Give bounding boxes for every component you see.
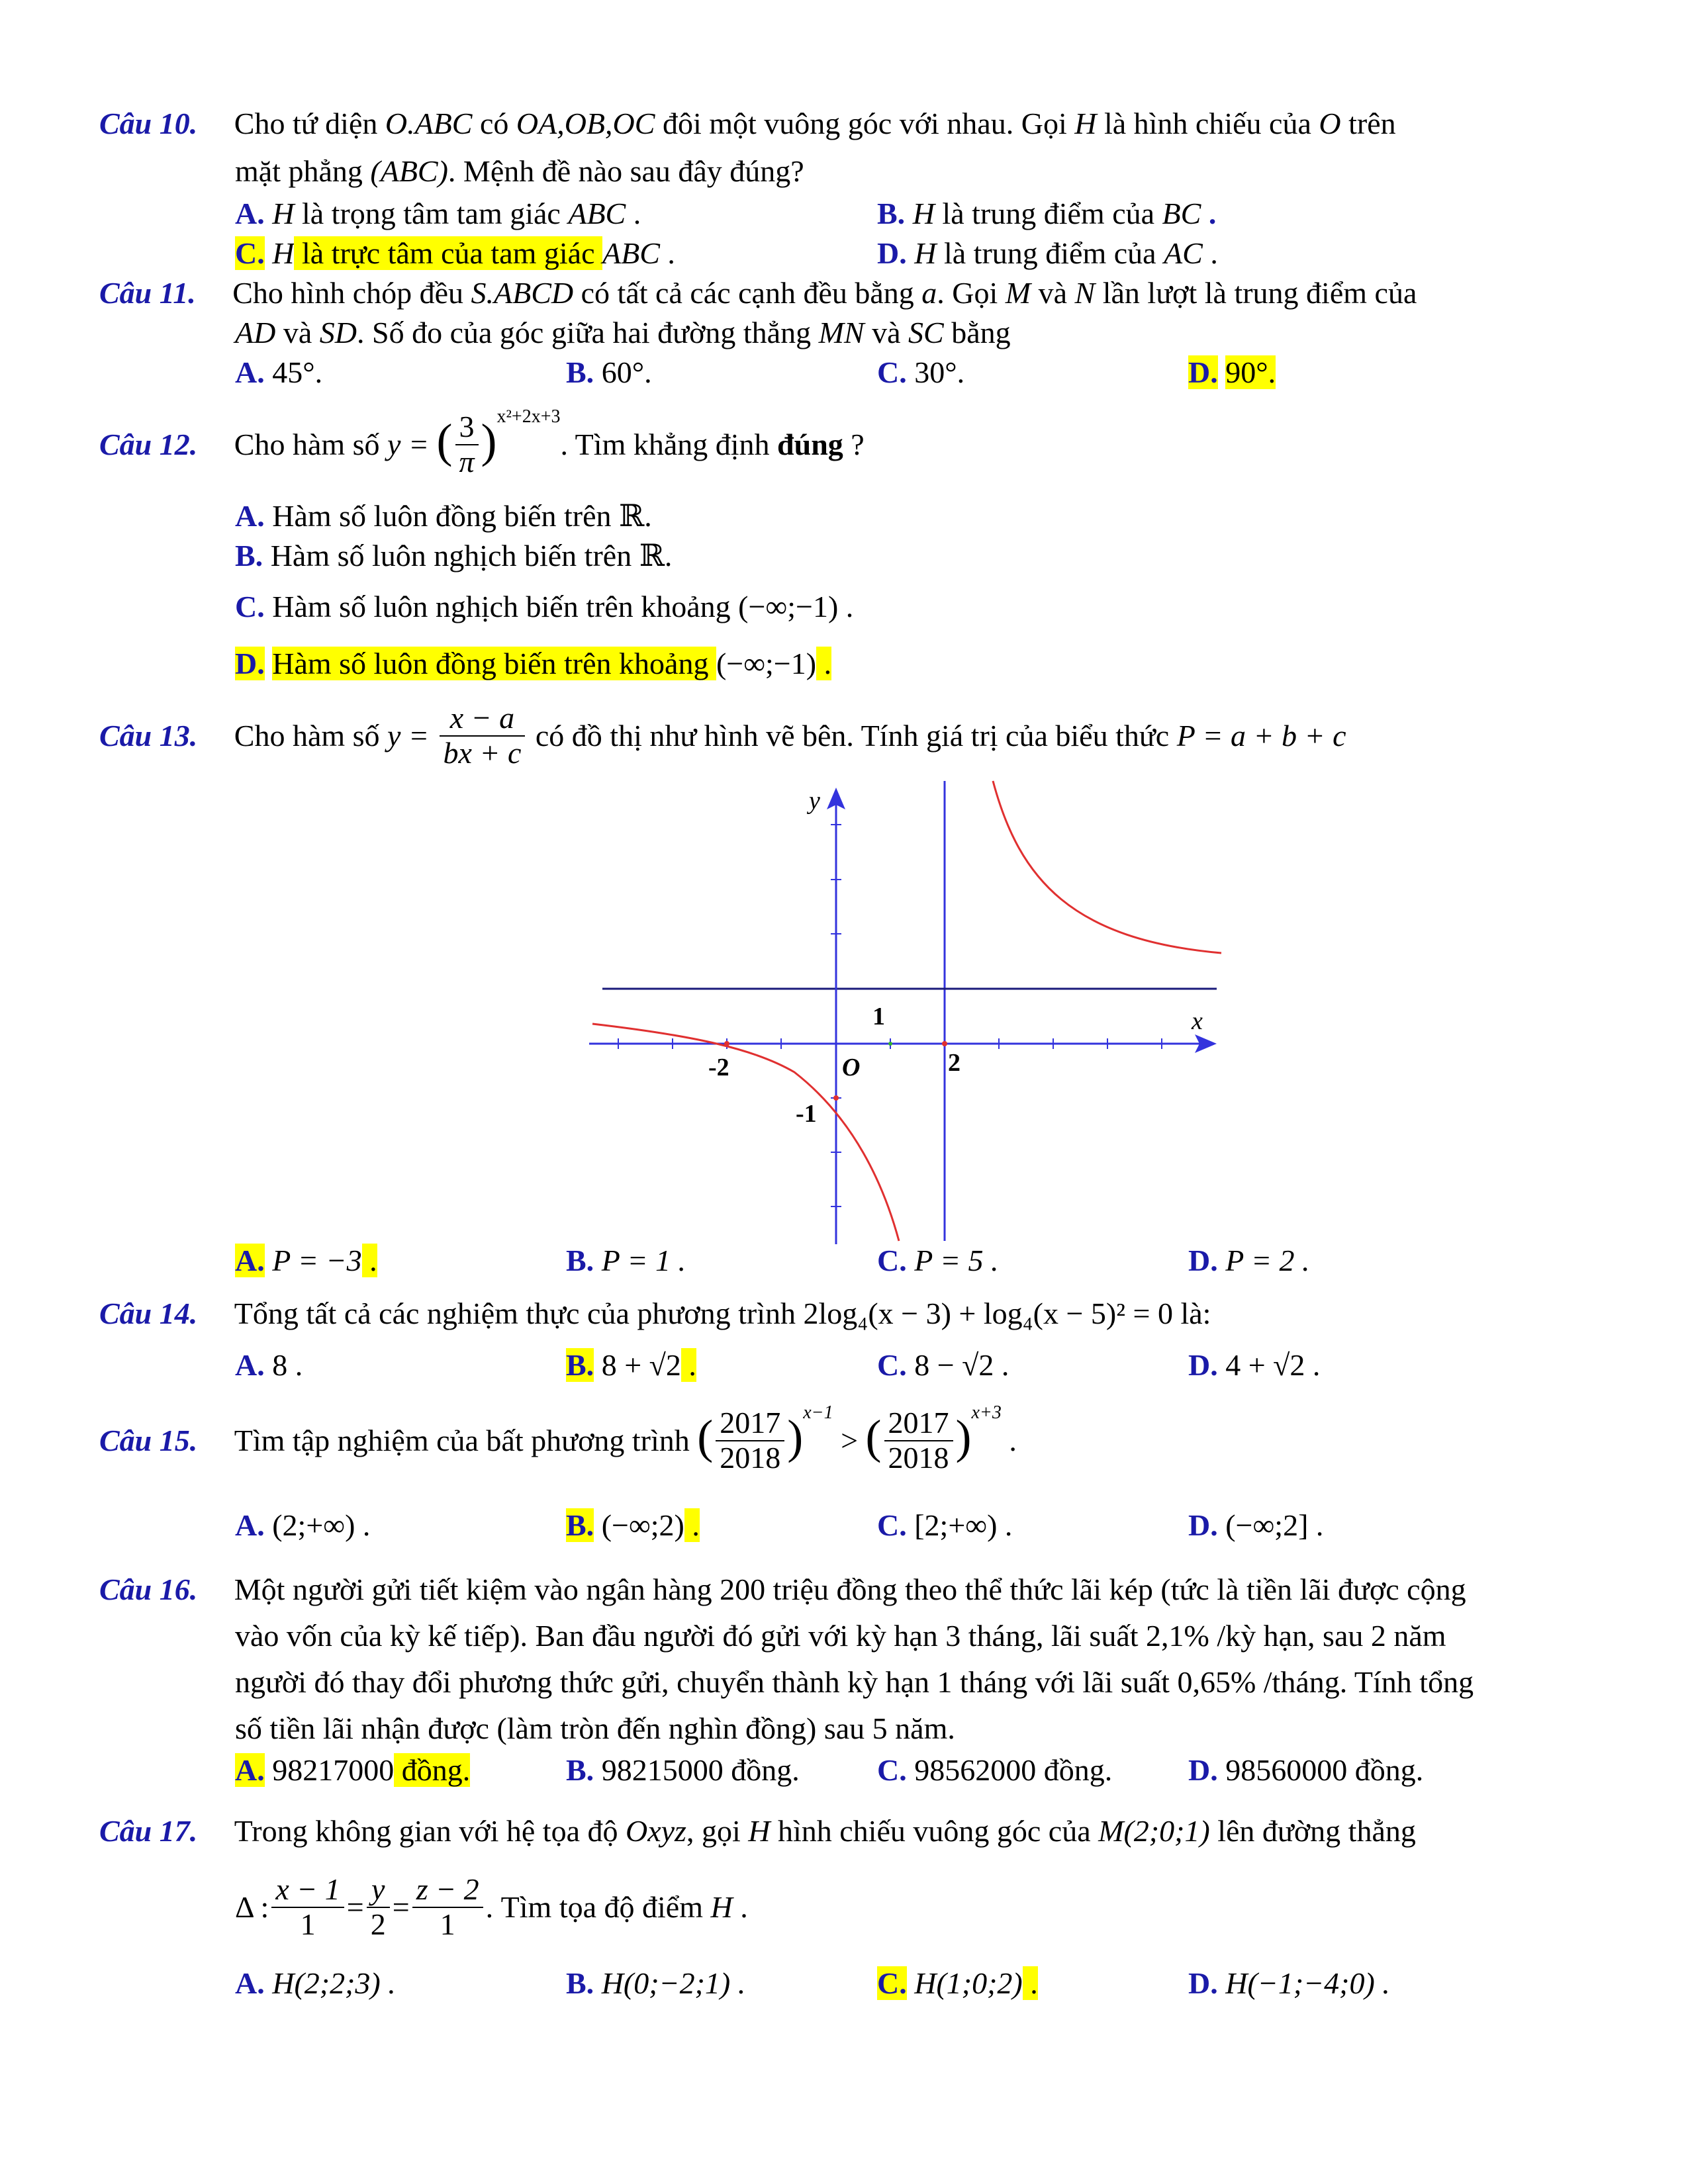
q13-label: Câu 13. (99, 719, 198, 753)
q15-line1: Câu 15. Tìm tập nghiệm của bất phương trình ( $\frac{2017}{2018}$ )$^{x-1}$ > ( $\frac{2017}{2018}$ )$^{x+3}$ . (99, 1402, 1017, 1475)
q17-line2: Δ : $\frac{x - 1}{1}$ = $\frac{y}{2}$ = $\frac{z - 2}{1}$ . Tìm tọa độ điểm H . (235, 1872, 748, 1941)
point-x-1 (888, 1042, 892, 1046)
q15-fraction-right: $\frac{2017}{2018}$ (884, 1406, 953, 1475)
q10-line1: Câu 10. Cho tứ diện O.ABC có OA,OB,OC đôi một vuông góc với nhau. Gọi H là hình chiếu của O trên (99, 107, 1396, 140)
point-x-2 (942, 1041, 947, 1046)
q16-option-b[interactable]: B. 98215000 đồng. (566, 1753, 800, 1787)
q15-option-a[interactable]: A. (2;+∞) . (235, 1508, 371, 1542)
q15-fraction-left: $\frac{2017}{2018}$ (716, 1406, 784, 1475)
q15-option-b[interactable]: B. (−∞;2) . (566, 1508, 700, 1542)
origin-label: O (842, 1054, 861, 1081)
q12-option-d[interactable]: D. Hàm số luôn đồng biến trên khoảng (−∞;−1) . (235, 647, 832, 680)
q16-line2: vào vốn của kỳ kế tiếp). Ban đầu người đó gửi với kỳ hạn 3 tháng, lãi suất 2,1% /kỳ hạn, sau 2 năm (235, 1619, 1446, 1653)
q17-option-c[interactable]: C. H(1;0;2) . (877, 1966, 1038, 2000)
q10-option-d[interactable]: D. H là trung điểm của AC . (877, 236, 1218, 270)
q13-fraction: $\frac{x - a}{bx + c}$ (440, 702, 526, 770)
q12-label: Câu 12. (99, 428, 198, 462)
q10-label: Câu 10. (99, 107, 198, 140)
q16-label: Câu 16. (99, 1572, 198, 1606)
q13-option-b[interactable]: B. P = 1 . (566, 1244, 686, 1277)
q14-option-d[interactable]: D. 4 + √2 . (1188, 1348, 1321, 1382)
q11-label: Câu 11. (99, 276, 196, 310)
q15-option-c[interactable]: C. [2;+∞) . (877, 1508, 1013, 1542)
q12-base-fraction: $\frac{3}{\pi}$ (455, 410, 479, 478)
q17-option-d[interactable]: D. H(−1;−4;0) . (1188, 1966, 1390, 2000)
y-intercept-point (833, 1095, 839, 1101)
q16-option-d[interactable]: D. 98560000 đồng. (1188, 1753, 1424, 1787)
q17-option-a[interactable]: A. H(2;2;3) . (235, 1966, 396, 2000)
q15-label: Câu 15. (99, 1424, 198, 1458)
q13-option-a[interactable]: A. P = −3 . (235, 1244, 377, 1277)
q13-option-d[interactable]: D. P = 2 . (1188, 1244, 1310, 1277)
q11-option-a[interactable]: A. 45°. (235, 355, 323, 389)
curve-right-branch (993, 781, 1221, 953)
q10-option-b[interactable]: B. H là trung điểm của BC . (877, 197, 1217, 230)
q10-option-c[interactable]: C. H là trực tâm của tam giác ABC . (235, 236, 675, 270)
q17-label: Câu 17. (99, 1814, 198, 1848)
q11-line2: AD và SD. Số đo của góc giữa hai đường thẳng MN và SC bằng (235, 316, 1011, 349)
q10-option-a[interactable]: A. H là trọng tâm tam giác ABC . (235, 197, 641, 230)
q10-line2: mặt phẳng (ABC). Mệnh đề nào sau đây đúng? (235, 154, 804, 188)
x-intercept-point (724, 1041, 729, 1046)
y-axis-label: y (809, 787, 820, 815)
q14-option-a[interactable]: A. 8 . (235, 1348, 303, 1382)
q14-line1: Câu 14. Tổng tất cả các nghiệm thực của phương trình 2log₄(x − 3) + log₄(x − 5)² = 0 là: (99, 1297, 1211, 1330)
q13-line1: Câu 13. Cho hàm số y = $\frac{x - a}{bx + c}$ có đồ thị như hình vẽ bên. Tính giá trị của biểu thức P = a + b + c (99, 701, 1346, 770)
q16-option-a[interactable]: A. 98217000 đồng. (235, 1753, 471, 1787)
q14-label: Câu 14. (99, 1297, 198, 1330)
q11-option-d[interactable]: D. 90°. (1188, 355, 1276, 389)
tick-label-x-neg2: -2 (708, 1054, 729, 1081)
q16-line1: Câu 16. Một người gửi tiết kiệm vào ngân hàng 200 triệu đồng theo thể thức lãi kép (tức là tiền lãi được cộng (99, 1572, 1466, 1606)
x-axis-label: x (1192, 1007, 1203, 1035)
q11-line1: Câu 11. Cho hình chóp đều S.ABCD có tất cả các cạnh đều bằng a. Gọi M và N lần lượt là trung điểm của (99, 276, 1417, 310)
q16-line4: số tiền lãi nhận được (làm tròn đến nghìn đồng) sau 5 năm. (235, 1711, 955, 1745)
tick-label-y-1: 1 (872, 1003, 885, 1030)
q12-line1: Câu 12. Cho hàm số y = ( $\frac{3}{\pi}$ )$^{x^2+2x+3}$. Tìm khẳng định đúng ? (99, 406, 865, 478)
q16-option-c[interactable]: C. 98562000 đồng. (877, 1753, 1113, 1787)
q14-equation: 2log₄(x − 3) + log₄(x − 5)² = 0 (803, 1297, 1173, 1330)
q17-option-b[interactable]: B. H(0;−2;1) . (566, 1966, 746, 2000)
q12-option-c[interactable]: C. Hàm số luôn nghịch biến trên khoảng (−∞;−1) . (235, 590, 854, 623)
q12-option-a[interactable]: A. Hàm số luôn đồng biến trên ℝ. (235, 499, 652, 533)
q11-option-c[interactable]: C. 30°. (877, 355, 965, 389)
tick-label-y-neg1: -1 (796, 1100, 817, 1128)
tick-label-x-2: 2 (948, 1049, 961, 1077)
q14-option-b[interactable]: B. 8 + √2 . (566, 1348, 696, 1382)
q17-line1: Câu 17. Trong không gian với hệ tọa độ Oxyz, gọi H hình chiếu vuông góc của M(2;0;1) lên đường thẳng (99, 1814, 1416, 1848)
q13-graph (583, 774, 1231, 1251)
q11-option-b[interactable]: B. 60°. (566, 355, 652, 389)
q14-option-c[interactable]: C. 8 − √2 . (877, 1348, 1009, 1382)
q12-option-b[interactable]: B. Hàm số luôn nghịch biến trên ℝ. (235, 539, 673, 572)
q13-option-c[interactable]: C. P = 5 . (877, 1244, 999, 1277)
q15-option-d[interactable]: D. (−∞;2] . (1188, 1508, 1324, 1542)
q16-line3: người đó thay đổi phương thức gửi, chuyển thành kỳ hạn 1 tháng với lãi suất 0,65% /tháng. Tính tổng (235, 1665, 1474, 1699)
